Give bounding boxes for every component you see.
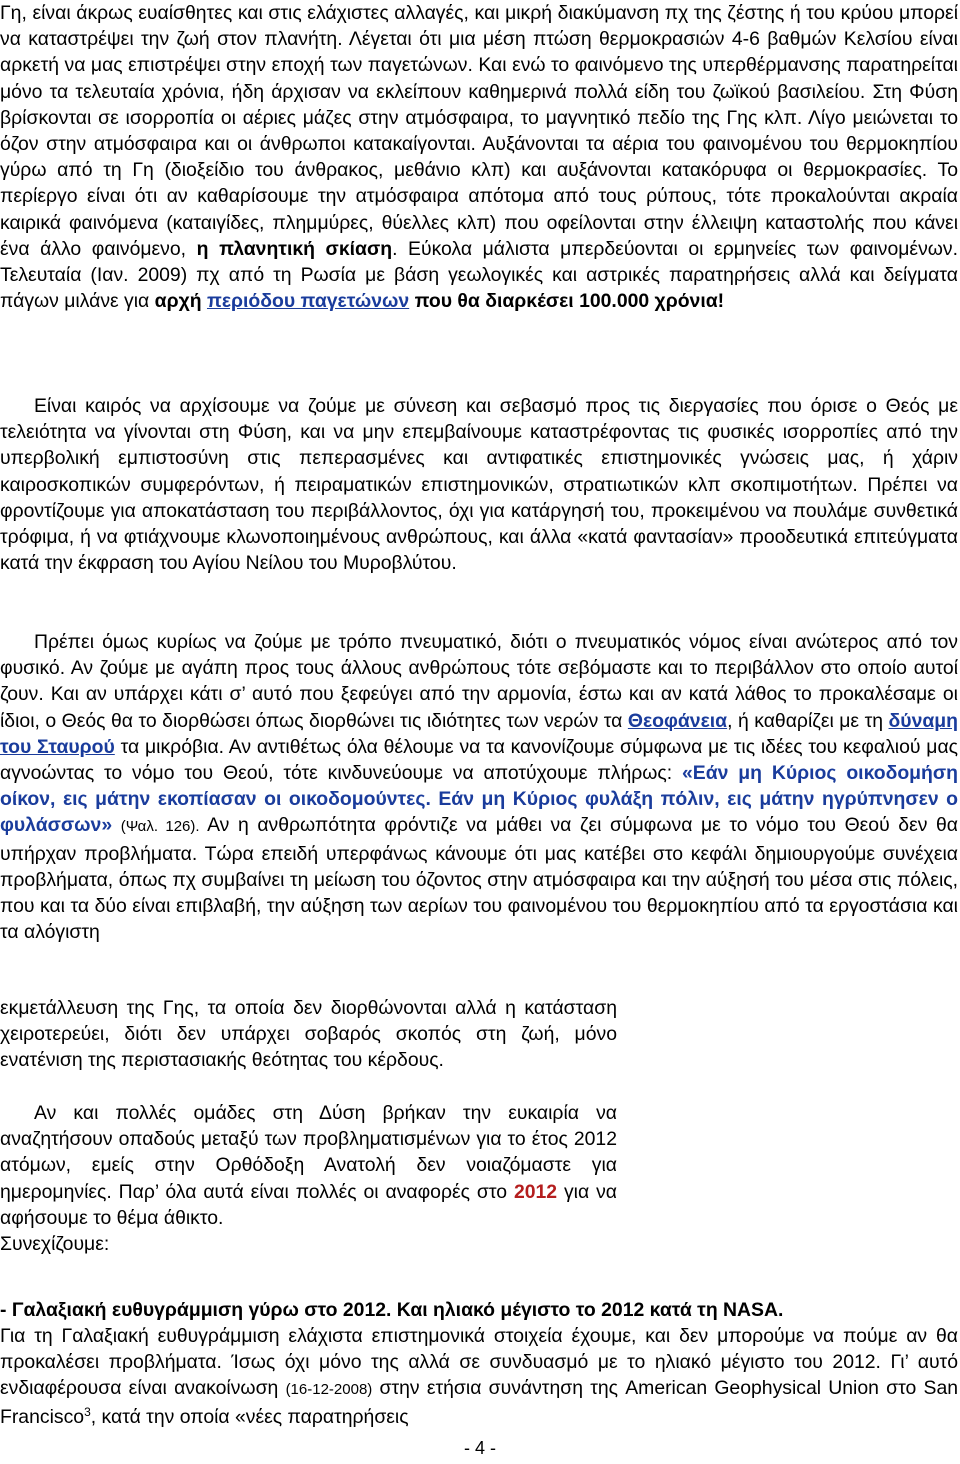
psalm-reference: (Ψαλ. 126). (120, 818, 200, 836)
paragraph-text: , κατά την οποία «νέες παρατηρήσεις (90, 1405, 409, 1428)
paragraph-text: τα μικρόβια. Αν αντιθέτως όλα θέλουμε να τα κανονίζουμε σύμφωνα με τις ιδέες του κεφαλιού μας αγνοώντας το νόμο του Θεού, τότε κινδυνεύουμε να αποτύχουμε πλήρως: (0, 735, 959, 785)
announcement-date: (16-12-2008) (285, 1381, 373, 1399)
bold-word: αρχή (154, 290, 202, 313)
paragraph-spiritual-law (0, 629, 958, 945)
continue-label: Συνεχίζουμε: (0, 1233, 110, 1256)
paragraph-text: στην ετήσια συνάντηση της American Geophysical Union στο San Francisco (0, 1377, 959, 1428)
paragraph-text: για να αφήσουμε το θέμα άθικτο. (0, 1180, 618, 1229)
link-ice-age-period[interactable]: περιόδου παγετώνων (206, 290, 410, 313)
psalm-quote: «Εάν μη Κύριος οικοδομήση οίκον, εις μάτην εκοπίασαν οι οικοδομούντες. Εάν μη Κύριος φυλάξη πόλιν, εις μάτην ηγρύπνησεν ο φυλάσσων» (0, 762, 958, 837)
link-theophany[interactable]: Θεοφάνεια (627, 709, 728, 732)
bold-term-planetary-shading: η πλανητική σκίαση (196, 237, 393, 260)
paragraph-text: Γη, είναι άκρως ευαίσθητες και στις ελάχιστες αλλαγές, και μικρή διακύμανση πχ της ζέστης ή του κρύου μπορεί να καταστρέψει την ζωή στον πλανήτη. Λέγεται ότι μια μέση πτώση θερμοκρασιών 4-6 βαθμών Κελσίου είναι αρκετή να μας επιστρέψει στην εποχή των παγετώνων. Και ενώ το φαινόμενο της υπερθέρμανσης παρατηρείται μόνο τα τελευταία χρόνια, ήδη άρχισαν να εκλείπουν καθημερινά πολλά είδη του ζωϊκού βασιλείου. Στη Φύση βρίσκονται σε ισορροπία οι αέριες μάζες στην ατμόσφαιρα, το μαγνητικό πεδίο της Γης κλπ. Λίγο μειώνεται το όζον στην ατμόσφαιρα και οι άνθρωποι κατακαίγονται. Αυξάνονται τα αέρια του φαινομένου του θερμοκηπίου γύρω από τη Γη (διοξείδιο του άνθρακος, μεθάνιο κλπ) και αυξάνονται κατακόρυφα οι θερμοκρασίες. Το περίεργο είναι ότι αν καθαρίσουμε την ατμόσφαιρα απότομα από τους ρύπους, τότε προκαλούνται ακραία καιρικά φαινόμενα (καταιγίδες, πλημμύρες, θύελλες κλπ) που οφείλονται στην έλλειψη καταστολής που κάνει ένα άλλο φαινόμενο, (0, 2, 958, 260)
paragraph-text: , ή καθαρίζει με τη (727, 709, 884, 732)
paragraph-2012-dates (0, 1100, 617, 1257)
paragraph-text: . Εύκολα μάλιστα μπερδεύονται οι ερμηνείες των φαινομένων. Τελευταία (Ιαν. 2009) πχ από τη Ρωσία με βάση γεωλογικές και αστρικές παρατηρήσεις αλλά και δείγματα πάγων μιλάνε για (0, 237, 958, 313)
paragraph-text: Αν η ανθρωπότητα φρόντιζε να μάθει να ζει σύμφωνα με το νόμο του Θεού δεν θα υπήρχαν προβλήματα. Τώρα επειδή υπερφάνως κάνουμε ότι μας κατέβει στο κεφάλι δημιουργούμε συνέχεια προβλήματα, όπως πχ συμβαίνει τη μείωση του όζοντος στην ατμόσφαιρα και την αύξησή του μέσα στις πόλεις, που και τα δύο είναι επιβλαβή, την αύξηση των αερίων του φαινομένου του θερμοκηπίου από τα εργοστάσια και τα αλόγιστη (0, 814, 958, 944)
section-heading-galactic-alignment: - Γαλαξιακή ευθυγράμμιση γύρω στο 2012. Και ηλιακό μέγιστο το 2012 κατά τη NASA. (0, 1299, 784, 1321)
paragraph-text: Πρέπει όμως κυρίως να ζούμε με τρόπο πνευματικό, διότι ο πνευματικός νόμος είναι ανώτερος από τον φυσικό. Αν ζούμε με αγάπη προς τους άλλους ανθρώπους τότε σεβόμαστε και το περιβάλλον στο οποίο αυτοί ζουν. Και αν υπάρχει κάτι σ’ αυτό που ξεφεύγει από την αρμονία, έστω και αν κατά λάθος το προκαλέσαμε οι ίδιοι, ο Θεός θα το διορθώσει όπως διορθώνει τις ιδιότητες των νερών τα (0, 631, 958, 732)
paragraph-text: Για τη Γαλαξιακή ευθυγράμμιση ελάχιστα επιστημονικά στοιχεία έχουμε, και δεν μπορούμε να πούμε αν θα προκαλέσει προβλήματα. Ίσως όχι μόνο της αλλά σε συνδυασμό με το ηλιακό μέγιστο του 2012. Γι’ αυτό ενδιαφέρουσα είναι ανακοίνωση (0, 1325, 958, 1400)
paragraph-galactic-alignment (0, 1323, 958, 1430)
paragraph-climate-balance (0, 0, 958, 314)
paragraph-spiritual-law-continued: εκμετάλλευση της Γης, τα οποία δεν διορθώνονται αλλά η κατάσταση χειροτερεύει, διότι δεν υπάρχει σοβαρός σκοπός στη ζωή, μόνο ενατένιση της περιστασιακής θεότητας του κέρδους. (0, 997, 617, 1072)
page-number: - 4 - (463, 1438, 496, 1458)
paragraph-prudence: Είναι καιρός να αρχίσουμε να ζούμε με σύνεση και σεβασμό προς τις διεργασίες που όρισε ο Θεός με τελειότητα να γίνονται στη Φύση, και να μην επεμβαίνουμε καταστρέφοντας τις φυσικές ισορροπίες από την υπερβολική εμπιστοσύνη στις πεπερασμένες και αντιφατικές επιστημονικές γνώσεις μας, ή χάριν καιροσκοπικών συμφερόντων, ή πειραματικών επιστημονικών, στρατιωτικών κλπ σκοπιμοτήτων. Πρέπει να φροντίζουμε για αποκατάσταση του περιβάλλοντος, όχι για κατάργησή του, προκειμένου να πουλάμε συνθετικά τρόφιμα, ή να φτιάχνουμε κλωνοποιημένους ανθρώπους, και άλλα «κατά φαντασίαν» προοδευτικά επιτεύγματα κατά την έκφραση του Αγίου Νείλου του Μυροβλύτου. (0, 395, 958, 575)
footnote-marker[interactable]: 3 (84, 1404, 91, 1419)
highlighted-year: 2012 (513, 1180, 558, 1203)
link-power-of-the-cross[interactable]: δύναμη του Σταυρού (0, 709, 958, 758)
bold-statement: που θα διαρκέσει 100.000 χρόνια! (414, 290, 725, 313)
paragraph-text: Αν και πολλές ομάδες στη Δύση βρήκαν την ευκαιρία να αναζητήσουν οπαδούς μεταξύ των προβληματισμένων για το έτος 2012 ατόμων, εμείς στην Ορθόδοξη Ανατολή δεν νοιαζόμαστε για ημερομηνίες. Παρ’ όλα αυτά είναι πολλές οι αναφορές στο (0, 1102, 617, 1203)
